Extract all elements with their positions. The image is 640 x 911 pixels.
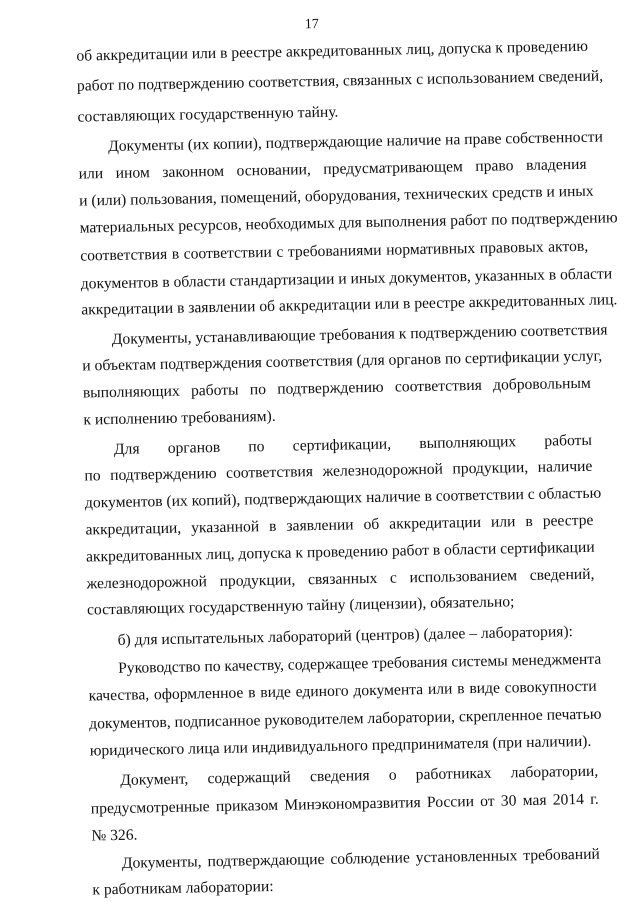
text-line: выполняющих работы по подтверждению соответствия добровольным xyxy=(82,374,591,402)
text-line: аккредитации, указанной в заявлении об аккредитации или в реестре xyxy=(85,511,594,539)
text-line: составляющих государственную тайну (лицензии), обязательно; xyxy=(86,593,515,619)
paragraph-first-line: Документы, устанавливающие требования к подтверждению соответствия xyxy=(111,321,608,348)
text-line: документов, подписанное руководителем лаборатории, скрепленное печатью xyxy=(89,705,602,733)
text-line: материальных ресурсов, необходимых для выполнения работ по подтверждению xyxy=(79,209,618,237)
text-line: об аккредитации или в реестре аккредитованных лиц, допуска к проведению xyxy=(76,37,589,65)
paragraph-first-line: Документ, содержащий сведения о работниках лаборатории, xyxy=(120,762,599,789)
text-line: или ином законном основании, предусматривающем право владения xyxy=(78,155,587,183)
paragraph-first-line: Документы (их копии), подтверждающие наличие на праве собственности xyxy=(107,128,604,156)
text-line: и объектам подтверждения соответствия (для органов по сертификации услуг, xyxy=(82,347,603,375)
paragraph-first-line: Для органов по сертификации, выполняющих работы xyxy=(113,431,593,458)
text-line: и (или) пользования, помещений, оборудования, технических средств и иных xyxy=(79,182,594,210)
text-line: юридического лица или индивидуального предпринимателя (при наличии). xyxy=(89,732,592,760)
text-line: аккредитованных лиц, допуска к проведению работ в области сертификации xyxy=(85,538,595,566)
text-line: предусмотренные приказом Минэкономразвития России от 30 мая 2014 г. xyxy=(90,790,599,818)
paragraph-first-line: Документы, подтверждающие соблюдение установленных требований xyxy=(121,845,600,872)
text-line: работ по подтверждению соответствия, связанных с использованием сведений, xyxy=(76,67,604,95)
text-line: документов (их копий), подтверждающих наличие в соответствии с областью xyxy=(84,484,602,512)
text-line: документов в области стандартизации и иных документов, указанных в области xyxy=(80,265,613,293)
text-line: соответствия в соответствии с требованиями нормативных правовых актов, xyxy=(80,237,589,265)
text-line: составляющих государственную тайну. xyxy=(77,103,339,126)
paragraph-first-line: Руководство по качеству, содержащее требования системы менеджмента xyxy=(117,650,602,677)
text-line: железнодорожной продукции, связанных с использованием сведений, xyxy=(86,565,595,593)
text-line: № 326. xyxy=(91,826,138,845)
page-number: 17 xyxy=(304,16,319,33)
text-line: аккредитации в заявлении об аккредитации или в реестре аккредитованных лиц. xyxy=(81,291,618,319)
section-heading: б) для испытательных лабораторий (центров) (далее – лаборатория): xyxy=(117,623,574,649)
text-line: качества, оформленное в виде единого документа или в виде совокупности xyxy=(88,677,597,705)
text-line: к работникам лаборатории: xyxy=(92,877,274,899)
text-line: к исполнению требованиям). xyxy=(83,407,276,429)
text-line: по подтверждению соответствия железнодорожной продукции, наличие xyxy=(84,457,593,485)
